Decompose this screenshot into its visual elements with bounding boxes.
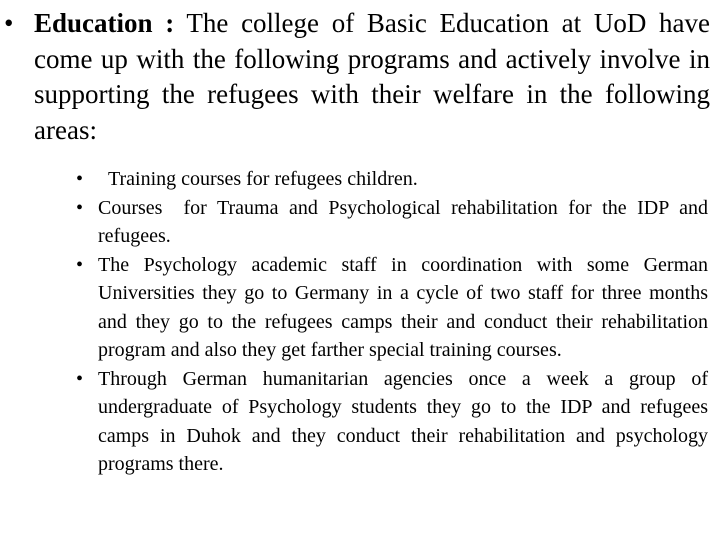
section-heading: Education : <box>34 8 175 38</box>
bullet-icon: • <box>76 367 84 390</box>
list-item-text: Through German humanitarian agencies once a week a group of undergraduate of Psychology students they go to the IDP and refugees camps in Duhok and they conduct their rehabilitation and psychology programs there. <box>98 367 708 475</box>
list-item-text: Training courses for refugees children. <box>98 168 418 190</box>
list-item-text: The Psychology academic staff in coordination with some German Universities they go to Germany in a cycle of two staff for three months and they go to the refugees camps their and conduct their rehabilitation program and also they get farther special training courses. <box>98 253 708 361</box>
list-item <box>76 251 708 365</box>
list-item <box>76 194 713 251</box>
list-item <box>76 365 708 479</box>
list-item <box>76 165 708 194</box>
main-bullet-text <box>34 6 710 148</box>
section-intro: The college of Basic Education at UoD have come up with the following programs and actively involve in supporting the refugees with their welfare in the following areas: <box>34 8 710 145</box>
sub-bullet-list <box>76 165 713 479</box>
bullet-icon: • <box>76 253 84 276</box>
list-item-text: Courses for Trauma and Psychological rehabilitation for the IDP and refugees. <box>98 196 713 247</box>
bullet-icon: • <box>76 168 84 190</box>
bullet-icon: • <box>4 8 14 38</box>
bullet-icon: • <box>76 196 84 219</box>
